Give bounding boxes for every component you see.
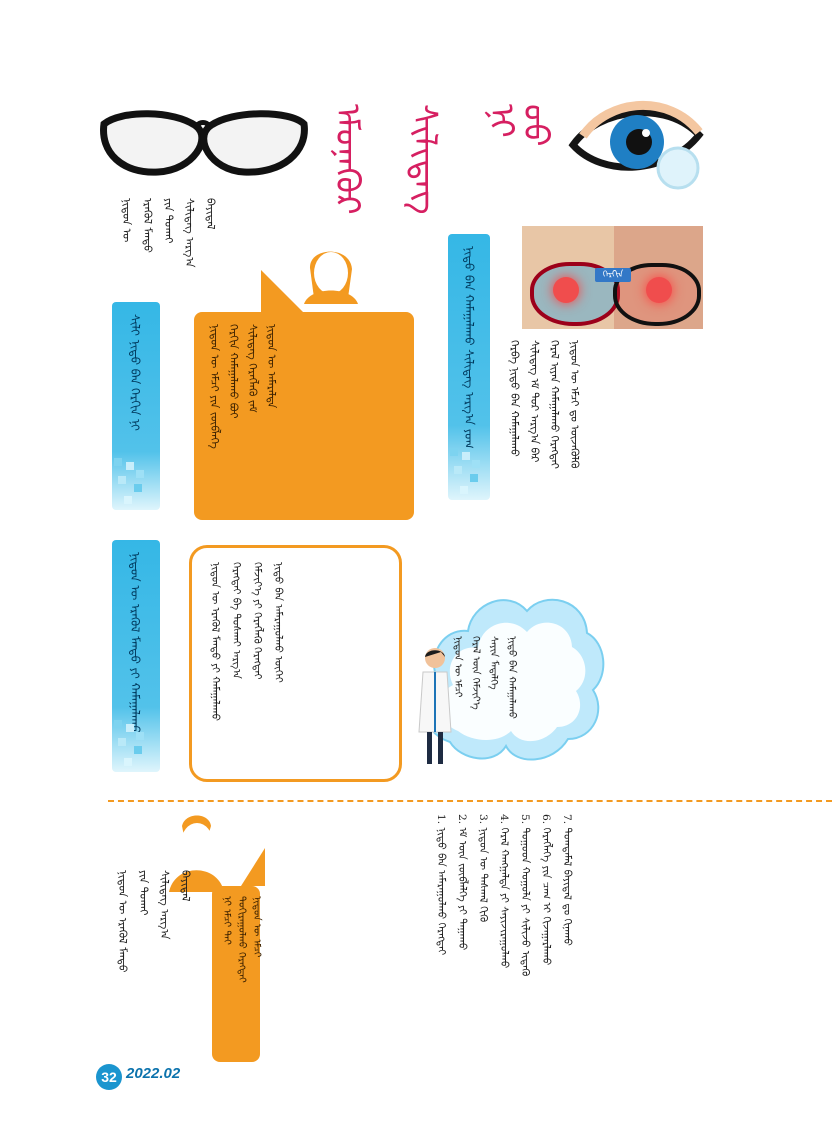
top-right-text-column: ᠬᠡᠷᠪᠡ ᠨᠢᠳᠦ ᠪᠡᠨ ᠬᠠᠮᠠᠭᠠᠯᠠᠬᠤ ᠰᠢᠯᠢᠳᠡᠭ ᠡᠮ ᠳᠤᠷ ᠠᠷᠭ᠎ᠠ ᠪᠡᠷ ᠭᠡᠷᠡᠯ ᠢᠶᠡᠨ ᠬᠠᠮᠠᠭᠠᠯᠠᠬᠤ ᠬᠡᠷᠡᠭᠲᠡᠢ ᠨᠢᠳᠦᠨ ᠦ ᠡᠮᠴᠢ ᠳᠤ ᠦᠵᠡᠭᠦᠯᠬᠦ bbox=[508, 340, 581, 469]
question-banner-3-text: ᠨᠢᠳᠦᠨ ᠦ ᠡᠷᠡᠭᠦᠯ ᠮᠡᠨᠳᠦ ᠶᠢ ᠬᠠᠮᠠᠭᠠᠯᠠᠬᠤ bbox=[128, 552, 142, 734]
woman-avatar bbox=[300, 242, 362, 304]
question-banner-2-text: ᠰᠢᠯᠢ ᠨᠢᠳᠦ ᠪᠡᠨ ᠬᠡᠷᠬᠢᠨ ᠨᠢ bbox=[128, 314, 142, 431]
pixel-decoration bbox=[114, 720, 152, 774]
title-line-3: ᠨᠢ ᠦᠦ bbox=[481, 104, 555, 147]
orange-note-panel bbox=[194, 312, 414, 520]
orange-note-pointer bbox=[261, 270, 305, 314]
question-banner-2 bbox=[112, 302, 160, 510]
pixel-decoration bbox=[450, 448, 488, 502]
page-number: 32 bbox=[96, 1064, 122, 1090]
question-banner-1 bbox=[448, 234, 490, 500]
small-orange-note bbox=[212, 886, 260, 1062]
lower-left-column: ᠨᠢᠳᠦᠨ ᠦ ᠡᠷᠡᠭᠦᠯ ᠮᠡᠨᠳᠦ ᠶᠢᠨ ᠲᠤᠬᠠᠢ ᠰᠢᠯᠢᠳᠡᠭ ᠠᠷᠭ᠎ᠠ ᠪᠠᠶᠢᠳᠠᠯ bbox=[116, 870, 192, 973]
glasses-text: ᠬᠡᠷᠬᠢᠨ bbox=[595, 268, 631, 282]
glasses-illustration bbox=[96, 104, 310, 176]
section-divider bbox=[108, 800, 832, 802]
text-box-body: ᠨᠢᠳᠦᠨ ᠦ ᠡᠷᠡᠭᠦᠯ ᠮᠡᠨᠳᠦ ᠶᠢ ᠬᠠᠮᠠᠭᠠᠯᠠᠬᠤ ᠬᠡᠷᠡᠭᠲᠡᠢ ᠪᠠ ᠲᠤᠰᠬᠠᠢ ᠠᠷᠭ᠎ᠠ ᠬᠡᠮᠵᠢᠶ᠎ᠡ ᠶᠢ ᠬᠡᠷᠡᠭᠯᠡᠬᠦ ᠬᠡᠷᠡᠭᠲᠡᠢ ᠨᠢᠳᠦ ᠪᠡᠨ ᠠᠮᠠᠷᠠᠭᠤᠯᠬᠤ ᠦᠭᠡᠢ bbox=[209, 562, 284, 721]
title-line-1: ᠡᠮᠦᠨᠡᠭᠦᠷ bbox=[327, 104, 367, 215]
question-banner-1-text: ᠨᠢᠳᠦ ᠪᠡᠨ ᠬᠠᠮᠠᠭᠠᠯᠠᠬᠤ ᠰᠢᠯᠢᠳᠡᠭ ᠠᠷᠭ᠎ᠠ ᠶᠤᠭ bbox=[462, 246, 476, 449]
title-side-column: ᠨᠢᠳᠦᠨ ᠦ ᠡᠷᠡᠭᠦᠯ ᠮᠡᠨᠳᠦ ᠶᠢᠨ ᠲᠤᠬᠠᠢ ᠰᠢᠯᠢᠳᠡᠭ ᠠᠷᠭ᠎ᠠ ᠪᠠᠶᠢᠳᠠᠯ bbox=[120, 198, 217, 268]
pixel-decoration bbox=[114, 458, 152, 512]
doctor-illustration bbox=[416, 644, 454, 768]
text-box bbox=[189, 545, 402, 782]
orange-note-text: ᠨᠢᠳᠦᠨ ᠦ ᠡᠮᠴᠢ ᠶᠢᠨ ᠵᠥᠪᠯᠡᠭᠡ ᠬᠡᠷᠬᠢᠨ ᠬᠠᠮᠠᠭᠠᠯᠠᠬᠤ ᠪᠤᠢ ᠰᠢᠯᠢᠳᠡᠭ ᠬᠡᠷᠡᠭᠯᠡᠬᠦ ᠵᠠᠮ ᠨᠢᠳᠦᠨ ᠦ ᠠᠮᠠᠷᠠᠯᠲᠠ bbox=[208, 324, 278, 449]
title-line-2: ᠰᠢᠯᠢᠳᠡᠭ bbox=[404, 104, 444, 215]
issue-date: 2022.02 bbox=[126, 1065, 181, 1082]
numbered-list-column: 1. ᠨᠢᠳᠦ ᠪᠡᠨ ᠠᠮᠠᠷᠠᠭᠤᠯᠬᠤ ᠬᠡᠷᠡᠭᠲᠡᠢ 2. ᠡᠮ ᠦᠨ ᠵᠦᠪᠯᠡᠯᠭᠡ ᠶᠢ ᠳᠠᠭᠠᠬᠤ 3. ᠨᠢᠳᠦᠨ ᠦ ᠳᠠᠰᠬᠠᠯ ᠬᠢᠬᠦ 4. ᠭᠡᠷᠡᠯ ᠬᠠᠩᠭᠠᠯᠲᠠ ᠶᠢ ᠰᠠᠶᠢᠵᠢᠷᠠᠭᠤᠯᠬᠤ 5. ᠳᠤᠭᠤᠳ ᠬᠣᠭᠣᠯᠠ ᠶᠢ ᠰᠢᠯᠢᠵᠦ ᠢᠳᠡᠬᠦ 6. ᠬᠡᠷᠡᠭᠯᠡᠭᠡ ᠶᠢᠨ ᠴᠠᠭ ᠢ ᠬᠢᠵᠠᠭᠠᠷᠯᠠᠬᠤ 7. ᠲᠣᠭᠲᠠᠮᠠᠯ ᠪᠠᠶᠢᠳᠠᠯ ᠳᠤ ᠬᠢᠨᠠᠬᠤ bbox=[435, 814, 573, 977]
page-title bbox=[327, 104, 570, 215]
question-banner-3 bbox=[112, 540, 160, 772]
cloud-text: ᠨᠢᠳᠦᠨ ᠦ ᠡᠮᠴᠢ ᠭᠡᠷᠡᠯ ᠦᠨ ᠬᠡᠮᠵᠢᠶ᠎ᠡ ᠰᠠᠶᠢᠨ ᠮᠡᠳᠡᠯᠭᠡ ᠨᠢᠳᠦ ᠪᠡᠨ ᠬᠠᠮᠠᠭᠠᠯᠠᠬᠤ bbox=[452, 636, 517, 719]
small-note-pointer bbox=[241, 848, 265, 886]
eye-glasses-photo bbox=[522, 226, 703, 329]
eye-illustration bbox=[565, 90, 707, 194]
small-orange-note-text: ᠨᠢ ᠡᠮᠴᠢ ᠲᠠᠢ ᠲᠣᠬᠢᠷᠠᠭᠤᠯᠬᠤ ᠬᠡᠷᠡᠭᠲᠡᠢ ᠨᠢᠳᠦᠨ ᠦ ᠡᠮᠴᠢ bbox=[221, 896, 262, 983]
